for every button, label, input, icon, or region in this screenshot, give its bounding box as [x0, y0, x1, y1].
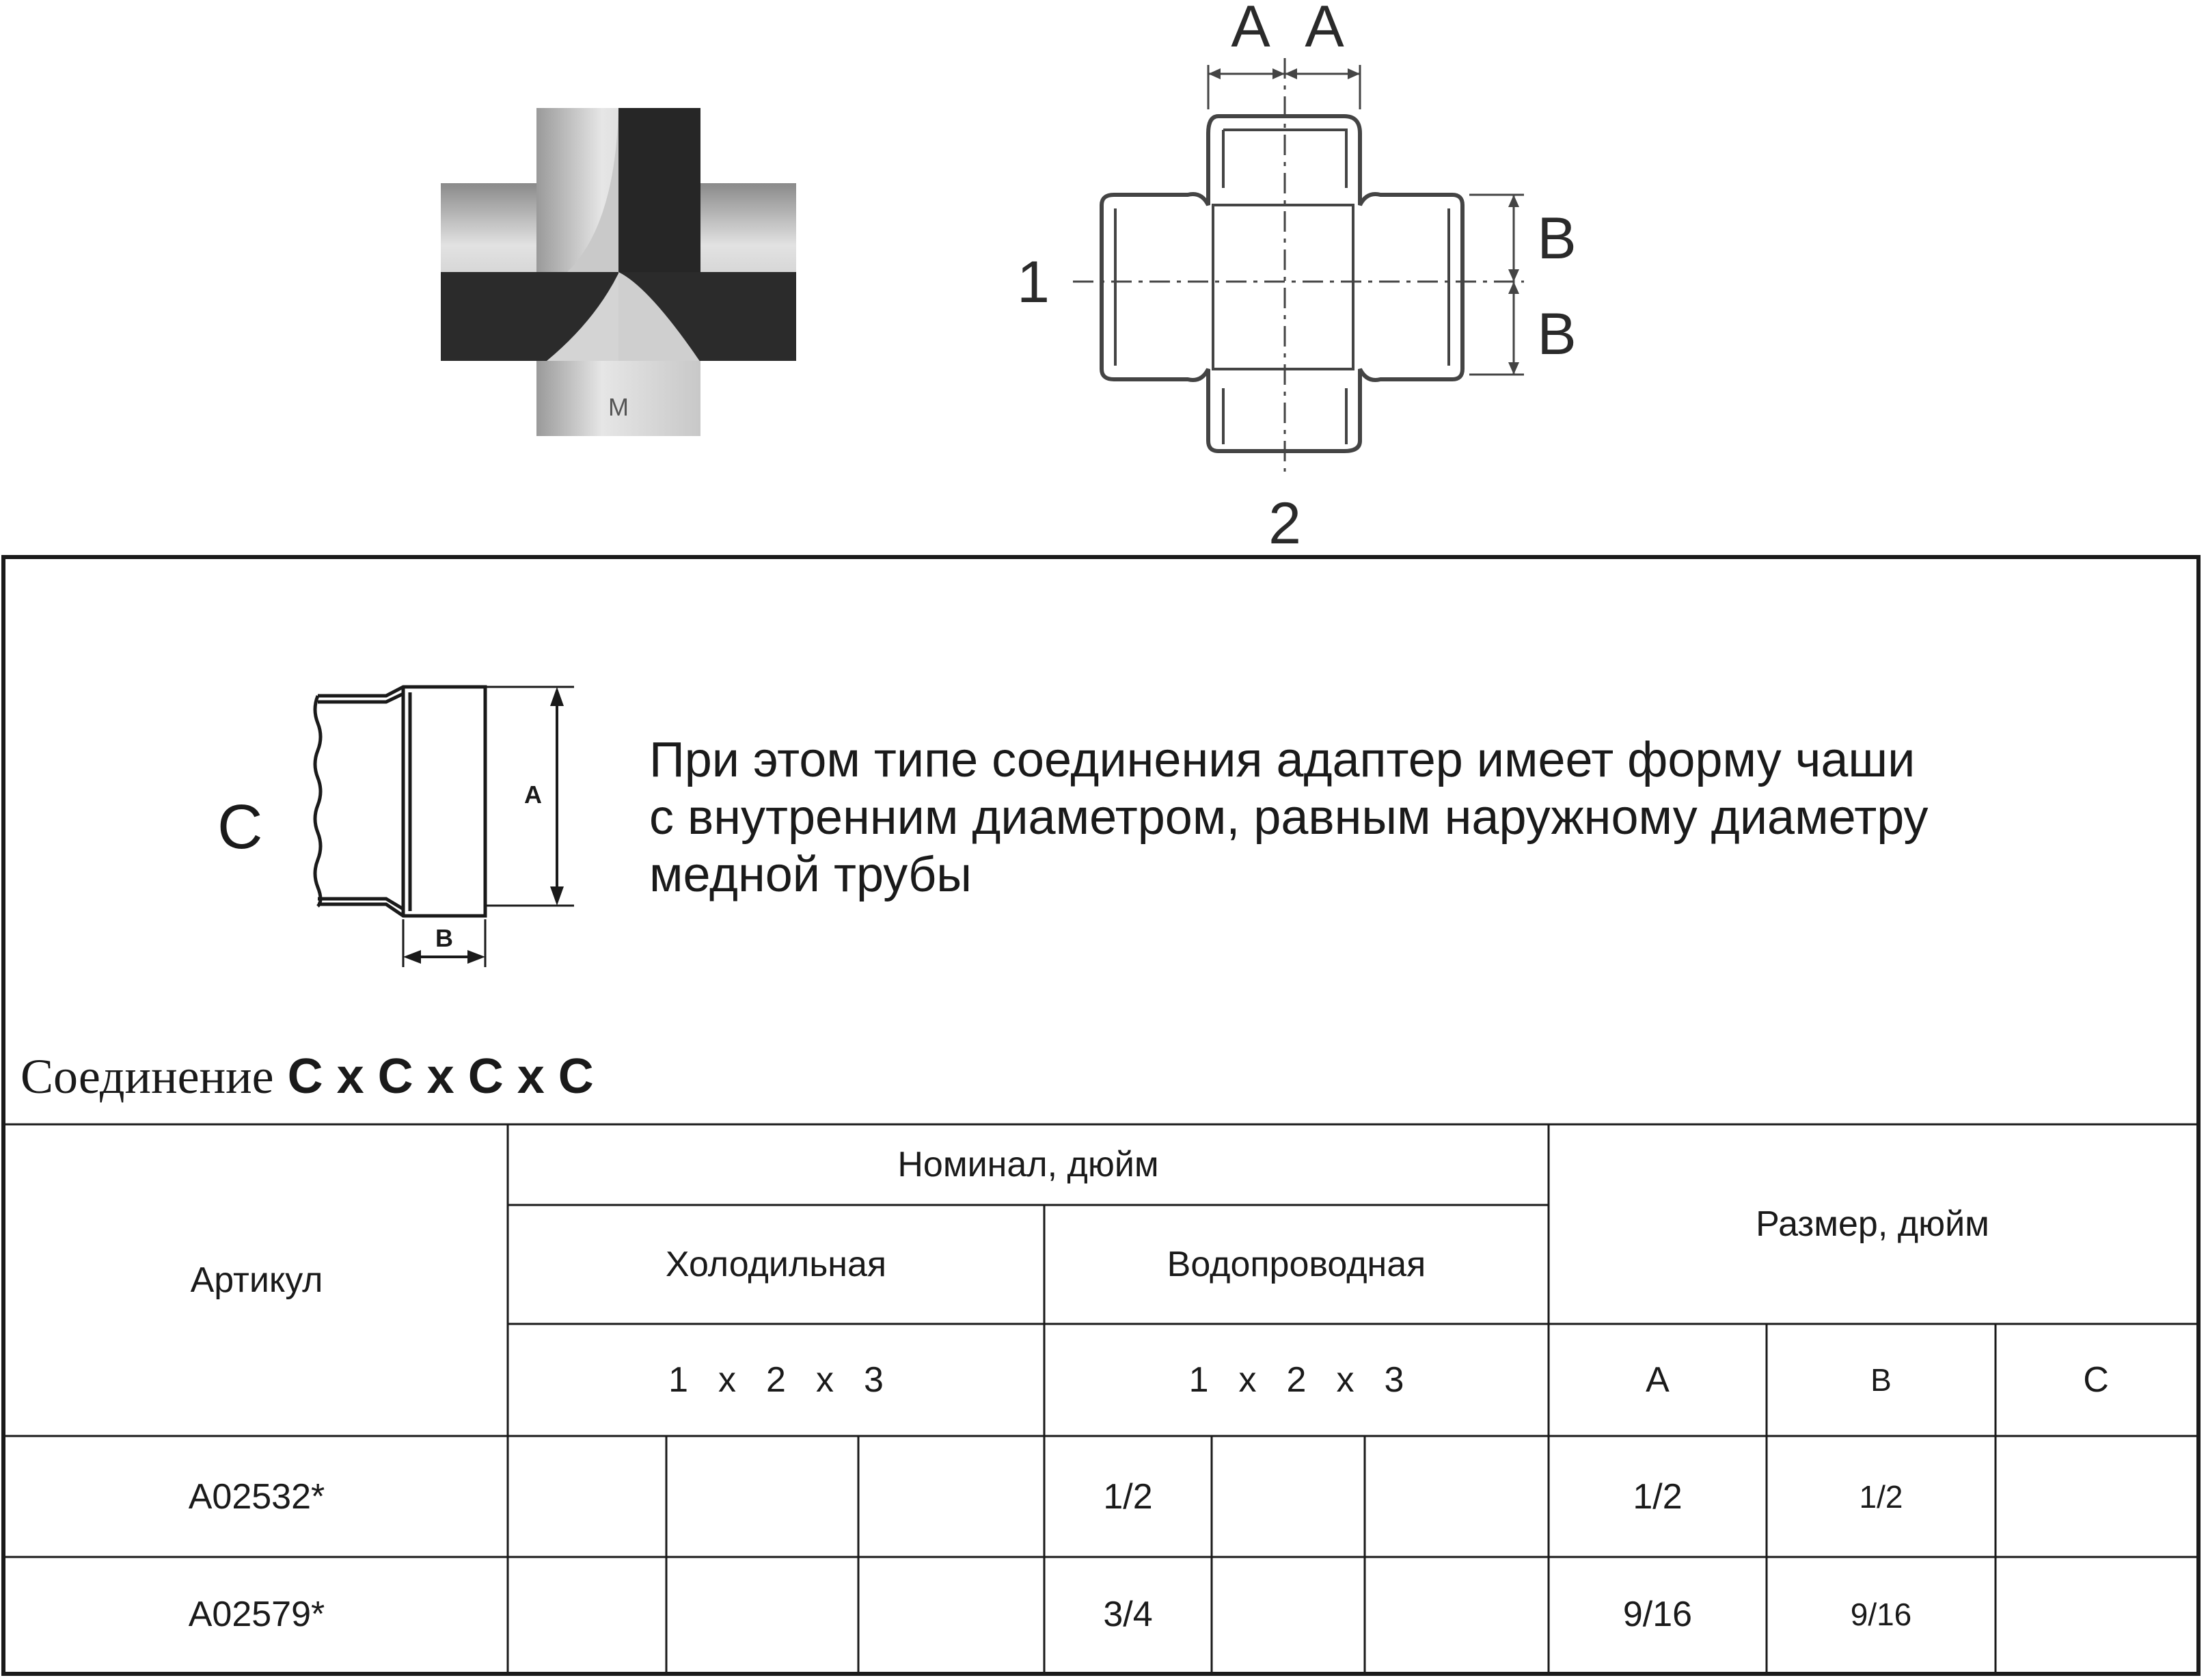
cell-refrigeration-3 [858, 1557, 1044, 1672]
port-label: 2 [1286, 1360, 1307, 1400]
cell-size-b: 9/16 [1850, 1597, 1912, 1632]
header-size-c: C [2083, 1360, 2109, 1400]
cell-article: A02532* [188, 1476, 325, 1517]
port-label: 3 [1384, 1360, 1404, 1400]
header-ports-refrigeration [508, 1324, 1044, 1436]
header-size-b: B [1870, 1362, 1892, 1398]
description-line: медной трубы [649, 848, 972, 902]
axis-label-2: 2 [1268, 491, 1301, 554]
port-separator: x [1238, 1360, 1257, 1400]
dim-label-a-right: A [1305, 0, 1344, 59]
cell-water-2 [1212, 1436, 1365, 1557]
cell-water-1: 3/4 [1103, 1595, 1153, 1634]
cell-size-a: 9/16 [1622, 1595, 1693, 1634]
cell-refrigeration-3 [858, 1436, 1044, 1557]
header-water: Водопроводная [1167, 1245, 1426, 1284]
sketch-label-b: B [435, 924, 453, 952]
cell-refrigeration-1 [508, 1557, 666, 1672]
header-size-a: A [1646, 1360, 1670, 1400]
dim-label-a-left: A [1231, 0, 1270, 59]
port-separator: x [815, 1360, 834, 1400]
cell-water-2 [1212, 1557, 1365, 1672]
cell-water-3 [1365, 1436, 1549, 1557]
connection-title-prefix: Соединение [21, 1049, 274, 1104]
cell-size-c [1996, 1436, 2196, 1557]
connection-title-code: C x C x C x C [287, 1049, 594, 1104]
header-article: Артикул [190, 1260, 323, 1300]
dim-label-b-bottom: B [1537, 301, 1577, 367]
sketch-label-a: A [524, 781, 542, 809]
cell-size-b: 1/2 [1859, 1478, 1903, 1515]
port-label: 3 [863, 1360, 884, 1400]
port-separator: x [718, 1360, 737, 1400]
axis-label-1: 1 [1017, 249, 1050, 315]
connection-type-letter: C [217, 792, 263, 862]
header-ports-water [1044, 1324, 1549, 1436]
description-line: При этом типе соединения адаптер имеет форму чаши [649, 733, 1916, 787]
header-size: Размер, дюйм [1756, 1204, 1989, 1244]
fitting-logo: M [608, 393, 629, 421]
cell-water-1: 1/2 [1103, 1476, 1153, 1517]
port-label: 2 [766, 1360, 786, 1400]
cell-water-3 [1365, 1557, 1549, 1672]
description-line: с внутренним диаметром, равным наружному диаметру [649, 790, 1929, 845]
cell-refrigeration-2 [666, 1436, 858, 1557]
port-separator: x [1336, 1360, 1354, 1400]
cell-article: A02579* [188, 1595, 325, 1634]
header-refrigeration: Холодильная [665, 1245, 887, 1284]
header-nominal: Номинал, дюйм [897, 1145, 1159, 1184]
port-label: 1 [1188, 1360, 1209, 1400]
dim-label-b-top: B [1537, 206, 1577, 271]
cell-refrigeration-1 [508, 1436, 666, 1557]
cell-refrigeration-2 [666, 1557, 858, 1672]
port-label: 1 [668, 1360, 689, 1400]
cell-size-a: 1/2 [1633, 1476, 1683, 1517]
cell-size-c [1996, 1557, 2196, 1672]
